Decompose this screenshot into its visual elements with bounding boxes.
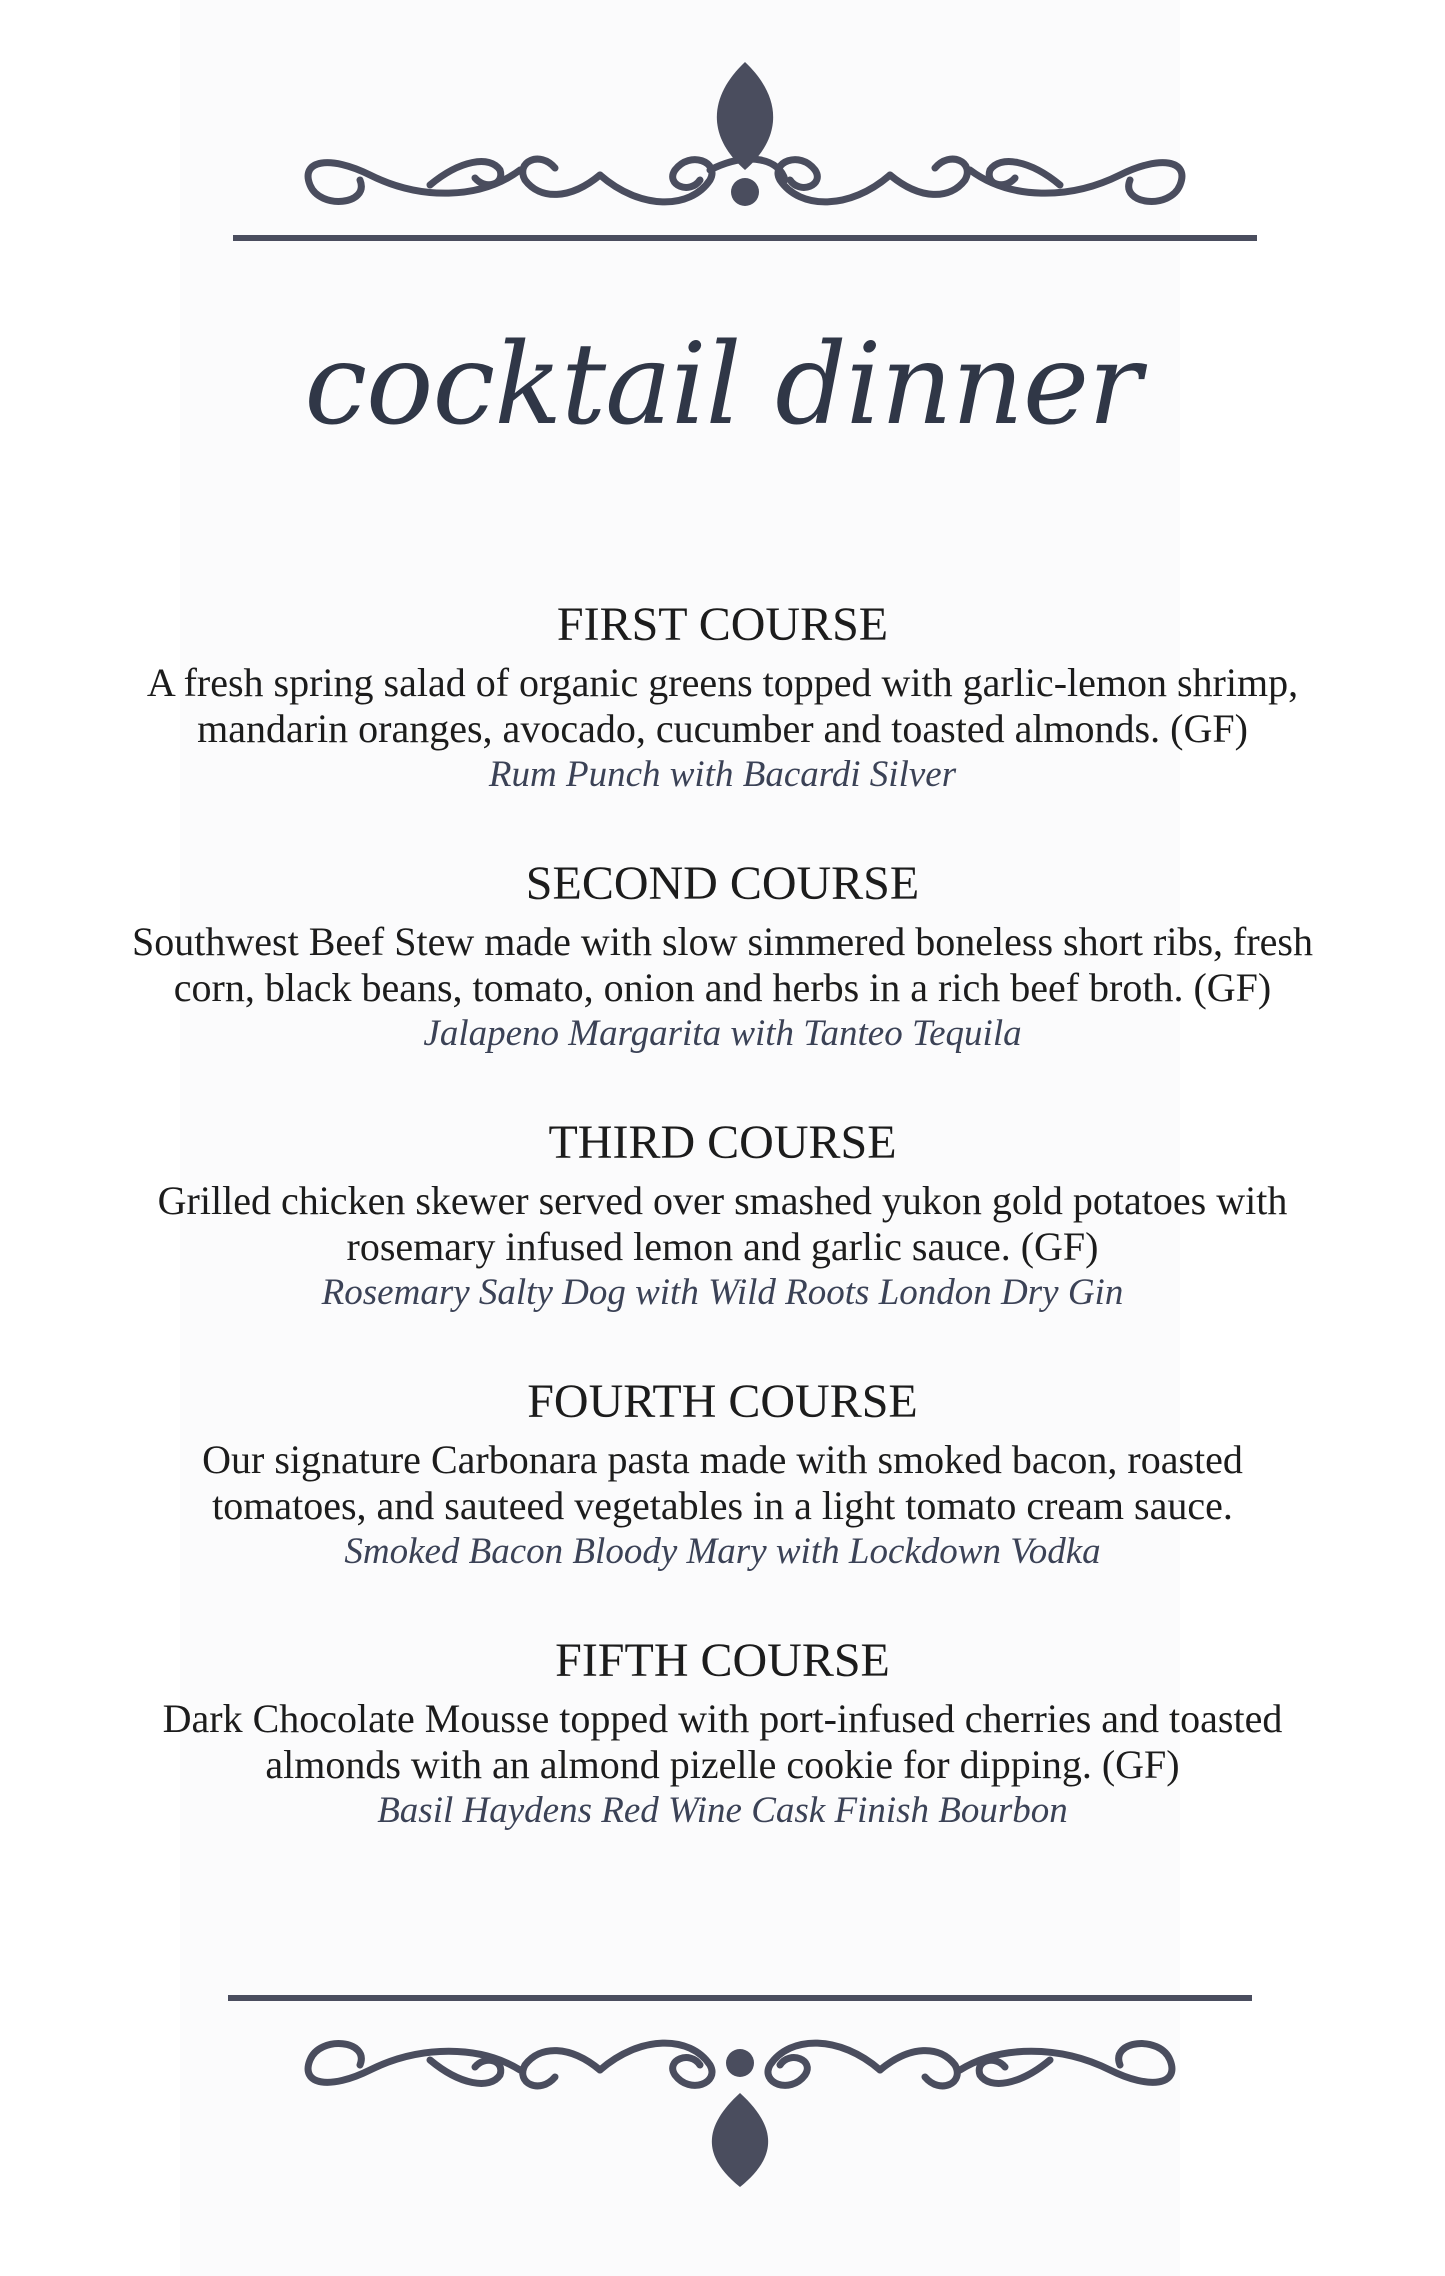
course-heading: THIRD COURSE [548,1116,897,1169]
course-drink-pairing: Rum Punch with Bacardi Silver [488,754,957,795]
course-description-line: corn, black beans, tomato, onion and herbs in a rich beef broth. (GF) [173,965,1272,1010]
course-description-line: Our signature Carbonara pasta made with smoked bacon, roasted [202,1437,1243,1482]
course-fifth [40,1632,1405,1891]
course-heading: SECOND COURSE [525,857,920,910]
top-flourish-ornament [220,50,1270,260]
course-drink-pairing: Rosemary Salty Dog with Wild Roots London Dry Gin [321,1272,1124,1313]
course-description-line: tomatoes, and sauteed vegetables in a light tomato cream sauce. [212,1483,1233,1528]
bottom-flourish-ornament [220,1975,1270,2195]
course-drink-pairing: Jalapeno Margarita with Tanteo Tequila [423,1013,1022,1054]
course-heading: FOURTH COURSE [527,1375,918,1428]
course-description-line: almonds with an almond pizelle cookie for dipping. (GF) [265,1742,1180,1787]
courses-list [40,596,1405,1891]
course-description-line: Grilled chicken skewer served over smashed yukon gold potatoes with [157,1178,1288,1223]
bottom-flourish-icon [220,1975,1270,2195]
course-description-line: rosemary infused lemon and garlic sauce. (GF) [346,1224,1099,1269]
course-drink-pairing: Basil Haydens Red Wine Cask Finish Bourbon [377,1790,1068,1831]
course-description-line: Southwest Beef Stew made with slow simmered boneless short ribs, fresh [132,919,1313,964]
course-description-line: mandarin oranges, avocado, cucumber and toasted almonds. (GF) [197,706,1248,751]
course-description-line: A fresh spring salad of organic greens topped with garlic-lemon shrimp, [146,660,1299,705]
course-heading: FIRST COURSE [556,598,889,651]
course-heading: FIFTH COURSE [555,1634,890,1687]
course-second [40,855,1405,1114]
course-description-line: Dark Chocolate Mousse topped with port-infused cherries and toasted [162,1696,1283,1741]
course-drink-pairing: Smoked Bacon Bloody Mary with Lockdown Vodka [344,1531,1101,1572]
menu-title: cocktail dinner [304,320,1141,450]
top-flourish-icon [220,50,1270,260]
course-fourth [40,1373,1405,1632]
course-third [40,1114,1405,1373]
course-first [40,596,1405,855]
